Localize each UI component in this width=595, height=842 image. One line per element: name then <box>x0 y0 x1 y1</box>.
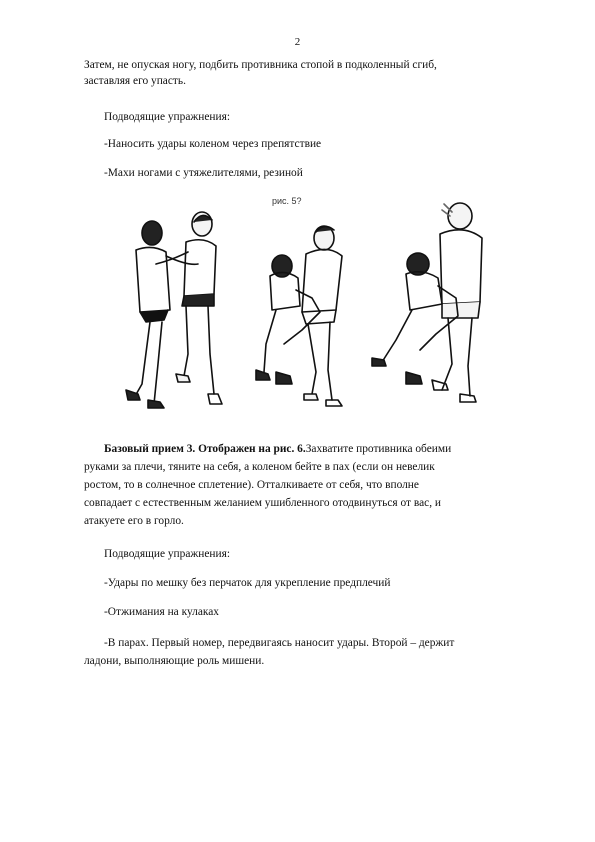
paragraph-2-line-1 <box>104 442 451 456</box>
figure-caption: рис. 5? <box>272 196 302 206</box>
paragraph-1-line-2: заставляя его упасть. <box>84 75 186 87</box>
page-number: 2 <box>294 36 301 48</box>
paragraph-2-line-5: атакуете его в горло. <box>84 515 184 527</box>
exercises-heading-2: Подводящие упражнения: <box>104 548 231 560</box>
exercise-item-2: -Махи ногами с утяжелителями, резиной <box>104 167 303 179</box>
paragraph-3-line-1: -В парах. Первый номер, передвигаясь наносит удары. Второй – держит <box>104 637 455 649</box>
paragraph-2-line-2: руками за плечи, тяните на себя, а коленом бейте в пах (если он невелик <box>84 461 435 473</box>
paragraph-2-line-3: ростом, то в солнечное сплетение). Отталкиваете от себя, что вполне <box>84 479 419 491</box>
paragraph-2-line-4: совпадает с естественным желанием ушибленного отодвинуться от вас, и <box>84 497 441 509</box>
paragraph-3-line-2: ладони, выполняющие роль мишени. <box>84 655 265 667</box>
exercises-heading-1: Подводящие упражнения: <box>104 111 231 123</box>
paragraph-1-line-1: Затем, не опуская ногу, подбить противника стопой в подколенный сгиб, <box>84 59 437 71</box>
exercise-item-4: -Отжимания на кулаках <box>104 606 219 618</box>
exercise-item-1: -Наносить удары коленом через препятствие <box>104 138 322 150</box>
technique-title: Базовый прием 3. Отображен на рис. 6. <box>104 443 306 455</box>
paragraph-2-line-1-text: Захватите противника обеими <box>305 443 452 455</box>
exercise-item-3: -Удары по мешку без перчаток для укрепление предплечий <box>104 577 391 589</box>
technique-illustration <box>106 194 492 416</box>
